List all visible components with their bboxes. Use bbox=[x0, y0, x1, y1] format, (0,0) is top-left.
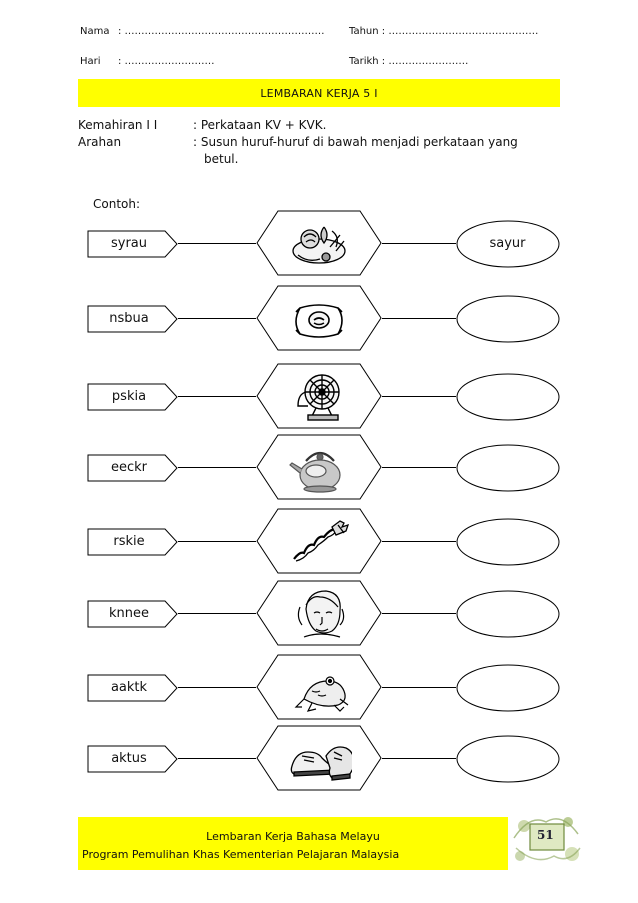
answer-oval[interactable] bbox=[456, 590, 559, 637]
answer-oval[interactable] bbox=[456, 518, 559, 565]
frog-icon bbox=[286, 661, 352, 713]
scrambled-word-box bbox=[87, 383, 178, 410]
picture-frame bbox=[256, 725, 382, 791]
page-number-badge bbox=[510, 808, 582, 868]
kris-icon bbox=[286, 515, 352, 567]
answer-oval[interactable] bbox=[456, 664, 559, 711]
nama-field: : …………………………………………………… bbox=[118, 26, 325, 37]
worksheet-title-banner bbox=[78, 79, 560, 107]
connector-line-left bbox=[178, 467, 256, 468]
kettle-icon bbox=[286, 441, 352, 493]
scrambled-word-box bbox=[87, 745, 178, 772]
answer-text bbox=[456, 664, 559, 711]
scrambled-word: aaktk bbox=[110, 680, 148, 695]
footer-banner bbox=[78, 817, 508, 870]
direction-value-cont: betul. bbox=[204, 152, 239, 166]
tarikh-field: Tarikh : …………………… bbox=[349, 56, 469, 67]
tahun-field: Tahun : ……………………………………… bbox=[349, 26, 539, 37]
scrambled-word-box bbox=[87, 305, 178, 332]
scrambled-word-box bbox=[87, 600, 178, 627]
picture-frame bbox=[256, 654, 382, 720]
direction-label: Arahan bbox=[78, 135, 122, 149]
direction-value: : Susun huruf-huruf di bawah menjadi perkataan yang bbox=[193, 135, 518, 149]
connector-line-right bbox=[382, 467, 456, 468]
soap-icon bbox=[286, 292, 352, 344]
connector-line-right bbox=[382, 687, 456, 688]
answer-text bbox=[456, 590, 559, 637]
answer-text: sayur bbox=[489, 236, 526, 251]
scrambled-word: eeckr bbox=[110, 460, 148, 475]
answer-text bbox=[456, 735, 559, 782]
scrambled-word-box bbox=[87, 230, 178, 257]
connector-line-right bbox=[382, 243, 456, 244]
connector-line-right bbox=[382, 318, 456, 319]
scrambled-word: pskia bbox=[111, 389, 147, 404]
answer-oval[interactable] bbox=[456, 444, 559, 491]
connector-line-right bbox=[382, 613, 456, 614]
picture-frame bbox=[256, 363, 382, 429]
answer-oval[interactable] bbox=[456, 220, 559, 267]
skill-value: : Perkataan KV + KVK. bbox=[193, 118, 327, 132]
scrambled-word-box bbox=[87, 528, 178, 555]
vegetables-icon bbox=[286, 217, 352, 269]
picture-frame bbox=[256, 508, 382, 574]
picture-frame bbox=[256, 210, 382, 276]
scrambled-word: nsbua bbox=[109, 311, 149, 326]
connector-line-right bbox=[382, 758, 456, 759]
scrambled-word: syrau bbox=[110, 236, 148, 251]
answer-text bbox=[456, 373, 559, 420]
scrambled-word-box bbox=[87, 454, 178, 481]
worksheet-title: LEMBARAN KERJA 5 I bbox=[260, 86, 378, 100]
connector-line-left bbox=[178, 541, 256, 542]
fan-icon bbox=[286, 370, 352, 422]
answer-oval[interactable] bbox=[456, 295, 559, 342]
nama-label: Nama bbox=[80, 26, 110, 37]
answer-oval[interactable] bbox=[456, 373, 559, 420]
picture-frame bbox=[256, 580, 382, 646]
hari-field: : ……………………… bbox=[118, 56, 215, 67]
connector-line-left bbox=[178, 396, 256, 397]
picture-frame bbox=[256, 285, 382, 351]
connector-line-right bbox=[382, 541, 456, 542]
skill-label: Kemahiran I I bbox=[78, 118, 158, 132]
picture-frame bbox=[256, 434, 382, 500]
scrambled-word-box bbox=[87, 674, 178, 701]
connector-line-right bbox=[382, 396, 456, 397]
connector-line-left bbox=[178, 318, 256, 319]
example-label: Contoh: bbox=[93, 197, 141, 211]
connector-line-left bbox=[178, 687, 256, 688]
answer-text bbox=[456, 518, 559, 565]
footer-line-2: Program Pemulihan Khas Kementerian Pelajaran Malaysia bbox=[82, 848, 400, 861]
hari-label: Hari bbox=[80, 56, 101, 67]
shoes-icon bbox=[286, 732, 352, 784]
connector-line-left bbox=[178, 613, 256, 614]
page-number: 51 bbox=[537, 828, 554, 842]
answer-oval[interactable] bbox=[456, 735, 559, 782]
footer-line-1: Lembaran Kerja Bahasa Melayu bbox=[206, 830, 380, 843]
scrambled-word: knnee bbox=[108, 606, 149, 621]
answer-text bbox=[456, 295, 559, 342]
answer-text bbox=[456, 444, 559, 491]
grandmother-icon bbox=[286, 587, 352, 639]
connector-line-left bbox=[178, 243, 256, 244]
connector-line-left bbox=[178, 758, 256, 759]
scrambled-word: rskie bbox=[113, 534, 145, 549]
scrambled-word: aktus bbox=[111, 751, 147, 766]
